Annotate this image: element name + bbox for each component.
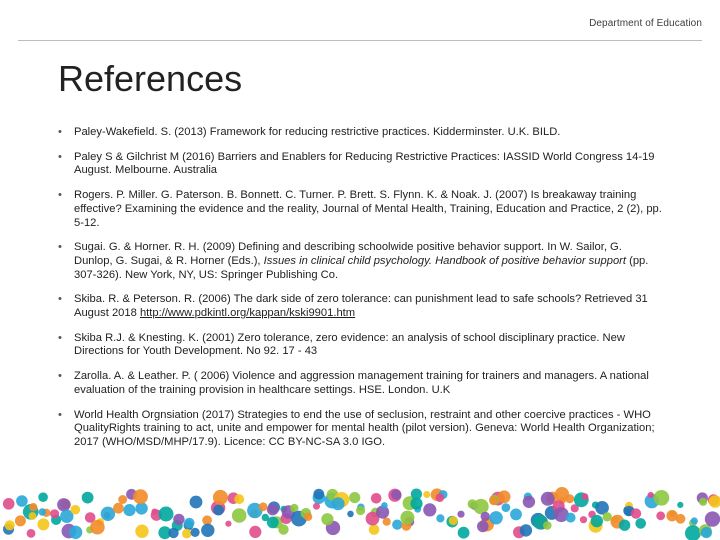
reference-item (58, 293, 663, 320)
decorative-dot (410, 498, 422, 510)
decorative-dot (50, 509, 59, 518)
decorative-dot (37, 518, 49, 530)
decorative-dot (502, 503, 511, 512)
decorative-dot-banner (0, 484, 720, 540)
decorative-dot (190, 496, 203, 509)
decorative-dot (457, 511, 464, 518)
decorative-dot (15, 515, 26, 526)
decorative-dot (184, 518, 194, 528)
decorative-dot (677, 502, 683, 508)
reference-item (58, 151, 663, 178)
reference-text: Zarolla. A. & Leather. P. ( 2006) Violence and aggression management training for trainers and managers. A national evaluation of the training provision in healthcare settings. HSE. London. U.K (74, 370, 649, 396)
decorative-dot (676, 514, 686, 524)
decorative-dot (423, 491, 430, 498)
decorative-dot (3, 498, 15, 510)
decorative-dot (90, 520, 105, 535)
decorative-dot (436, 493, 445, 502)
decorative-dot (332, 497, 345, 510)
decorative-dot (27, 529, 36, 538)
decorative-dot (267, 517, 279, 529)
decorative-dot (481, 512, 490, 521)
decorative-dot (489, 511, 502, 524)
decorative-dot (648, 492, 654, 498)
page-title: References (58, 58, 243, 99)
decorative-dot (304, 513, 312, 521)
reference-text: Rogers. P. Miller. G. Paterson. B. Bonnett. C. Turner. P. Brett. S. Flynn. K. & Noak. J. (2007) Is breakaway training effective? Examining the evidence and the reality, Journal of Mental Health, Training, Education and Practice, 2 (2), pp. 5-12. (74, 189, 662, 229)
decorative-dot (232, 508, 247, 523)
decorative-dot (38, 492, 48, 502)
decorative-dot (313, 503, 320, 510)
reference-item (58, 189, 663, 230)
decorative-dot (510, 509, 522, 521)
decorative-dot (234, 494, 244, 504)
decorative-dot (182, 529, 192, 539)
reference-item (58, 409, 663, 450)
decorative-dot (29, 512, 37, 520)
decorative-dot (631, 508, 641, 518)
decorative-dot (565, 494, 574, 503)
reference-text: (pp. 307-326). New York, NY, US: Springer Publishing Co. (74, 254, 649, 281)
decorative-dot (249, 526, 261, 538)
reference-item (58, 370, 663, 397)
decorative-dot (101, 507, 115, 521)
decorative-dot (16, 495, 28, 507)
decorative-dot (619, 520, 630, 531)
decorative-dot (436, 514, 444, 522)
decorative-dot (523, 496, 535, 508)
decorative-dot (701, 527, 712, 538)
decorative-dot (392, 520, 402, 530)
reference-list (58, 126, 663, 461)
decorative-dot (534, 517, 540, 523)
decorative-dot (213, 490, 228, 505)
header-divider (18, 40, 702, 41)
reference-link[interactable]: http://www.pdkintl.org/kappan/kski9901.htm (139, 307, 356, 320)
decorative-dot (705, 511, 720, 526)
decorative-dot (349, 492, 360, 503)
decorative-dot (654, 490, 670, 506)
decorative-dot (159, 507, 174, 522)
decorative-dot (321, 513, 333, 525)
reference-book-title: Issues in clinical child psychology. Handbook of positive behavior support (263, 254, 626, 267)
decorative-dot (423, 503, 436, 516)
reference-text: World Health Orgnsiation (2017) Strategies to end the use of seclusion, restraint and other coercive practices - WHO QualityRights training to act, unite and empower for mental health (pilot version). Geneva: World Health Organization; 2017 (WHO/MSD/MHP/17.9). Licence: CC BY-NC-SA 3.0 IGO. (74, 408, 655, 448)
decorative-dot (699, 498, 707, 506)
decorative-dot (69, 526, 82, 539)
decorative-dot (168, 528, 178, 538)
decorative-dot (458, 527, 470, 539)
decorative-dot (580, 516, 587, 523)
decorative-dot (449, 516, 458, 525)
decorative-dot (383, 518, 391, 526)
decorative-dot (498, 490, 511, 503)
reference-text: Paley S & Gilchrist M (2016) Barriers and Enablers for Reducing Restrictive Practices: IASSID World Congress 14-19 August. Melbourne. Australia (74, 150, 655, 177)
decorative-dot (71, 505, 81, 515)
decorative-dot (520, 524, 532, 536)
decorative-dot (267, 504, 279, 516)
reference-item (58, 241, 663, 282)
department-logo: Department of Education (589, 18, 702, 29)
decorative-dot (391, 490, 401, 500)
decorative-dot (29, 503, 37, 511)
decorative-dot (381, 502, 388, 509)
decorative-dot (541, 492, 555, 506)
decorative-dot (259, 502, 268, 511)
decorative-dot (656, 511, 665, 520)
reference-text: Paley-Wakefield. S. (2013) Framework for reducing restrictive practices. Kidderminster. U.K. BILD. (74, 126, 561, 138)
decorative-dot (347, 511, 354, 518)
reference-text: Skiba. R. & Peterson. R. (2006) The dark side of zero tolerance: can punishment lead to safe schools? Retrieved 31 August 2018 (74, 293, 648, 320)
decorative-dot (477, 521, 489, 533)
decorative-dot (543, 521, 552, 530)
decorative-dot (371, 493, 382, 504)
decorative-dot (566, 513, 576, 523)
decorative-dot (39, 508, 46, 515)
decorative-dot (135, 525, 148, 538)
decorative-dot (278, 524, 288, 534)
reference-text: Sugai. G. & Horner. R. H. (2009) Defining and describing schoolwide positive behavior support. In W. Sailor, G. Dunlop, G. Sugai, & R. Horner (Eds.), (74, 241, 622, 267)
decorative-dot (356, 506, 365, 515)
decorative-dot (213, 505, 224, 516)
decorative-dot (489, 496, 498, 505)
decorative-dot (691, 517, 698, 524)
decorative-dot (135, 502, 147, 514)
decorative-dot (201, 524, 214, 537)
decorative-dot (5, 520, 15, 530)
decorative-dot (400, 511, 414, 525)
reference-item (58, 332, 663, 359)
reference-item (58, 126, 663, 140)
decorative-dot (173, 514, 184, 525)
decorative-dot (591, 515, 603, 527)
decorative-dot (313, 489, 324, 500)
decorative-dot (685, 525, 701, 540)
decorative-dot (369, 524, 380, 535)
decorative-dot (118, 495, 127, 504)
decorative-dot (582, 493, 589, 500)
decorative-dot (191, 528, 200, 537)
reference-text: Skiba R.J. & Knesting. K. (2001) Zero tolerance, zero evidence: an analysis of school disciplinary practice. New Directions for Youth Development. No 92. 17 - 43 (74, 331, 625, 358)
decorative-dot (82, 492, 94, 504)
decorative-dot (123, 504, 135, 516)
decorative-dot (603, 512, 612, 521)
decorative-dot (635, 518, 646, 529)
decorative-dot (57, 498, 70, 511)
decorative-dot (225, 521, 231, 527)
decorative-dot (113, 503, 124, 514)
decorative-dot (133, 489, 148, 504)
